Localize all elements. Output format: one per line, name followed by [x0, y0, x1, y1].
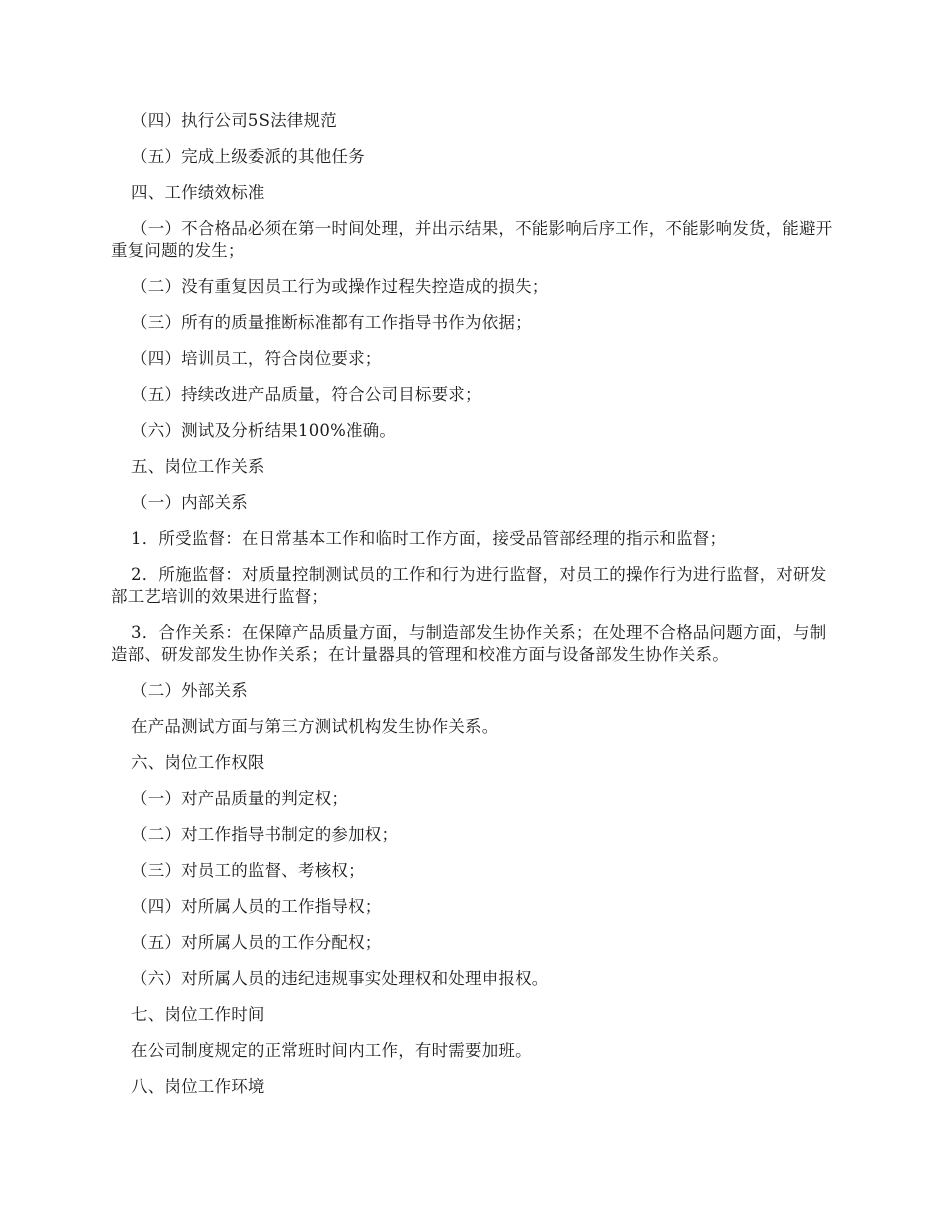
paragraph-external-testing: 在产品测试方面与第三方测试机构发生协作关系。	[131, 717, 499, 736]
paragraph-authority-2: （二）对工作指导书制定的参加权；	[131, 825, 399, 844]
paragraph-standard-6: （六）测试及分析结果100%准确。	[131, 421, 397, 440]
paragraph-standard-2: （二）没有重复因员工行为或操作过程失控造成的损失；	[131, 277, 549, 296]
subheading-external-relations: （二）外部关系	[131, 681, 248, 700]
paragraph-supervised-by: 1．所受监督：在日常基本工作和临时工作方面，接受品管部经理的指示和监督；	[131, 529, 727, 548]
paragraph-standard-1: （一）不合格品必须在第一时间处理，并出示结果，不能影响后序工作，不能影响发货，能避开重复问题的发生；	[111, 219, 833, 260]
paragraph-authority-4: （四）对所属人员的工作指导权；	[131, 897, 382, 916]
document-body	[111, 110, 841, 1112]
paragraph-item-5-other-tasks: （五）完成上级委派的其他任务	[131, 147, 365, 166]
subheading-internal-relations: （一）内部关系	[131, 493, 248, 512]
paragraph-authority-1: （一）对产品质量的判定权；	[131, 789, 349, 808]
section-heading-performance-standards: 四、工作绩效标准	[131, 183, 265, 202]
paragraph-standard-5: （五）持续改进产品质量，符合公司目标要求；	[131, 385, 482, 404]
section-heading-work-environment: 八、岗位工作环境	[131, 1077, 265, 1096]
paragraph-work-hours: 在公司制度规定的正常班时间内工作，有时需要加班。	[131, 1041, 532, 1060]
paragraph-authority-3: （三）对员工的监督、考核权；	[131, 861, 365, 880]
paragraph-standard-4: （四）培训员工，符合岗位要求；	[131, 349, 382, 368]
paragraph-authority-5: （五）对所属人员的工作分配权；	[131, 933, 382, 952]
section-heading-authority: 六、岗位工作权限	[131, 753, 265, 772]
paragraph-authority-6: （六）对所属人员的违纪违规事实处理权和处理申报权。	[131, 969, 549, 988]
paragraph-item-4-5s: （四）执行公司5S法律规范	[131, 111, 337, 130]
section-heading-work-relations: 五、岗位工作关系	[131, 457, 265, 476]
section-heading-work-hours: 七、岗位工作时间	[131, 1005, 265, 1024]
paragraph-standard-3: （三）所有的质量推断标准都有工作指导书作为依据；	[131, 313, 532, 332]
paragraph-cooperation: 3．合作关系：在保障产品质量方面，与制造部发生协作关系；在处理不合格品问题方面，与制造部、研发部发生协作关系；在计量器具的管理和校准方面与设备部发生协作关系。	[111, 623, 827, 664]
paragraph-supervises: 2．所施监督：对质量控制测试员的工作和行为进行监督，对员工的操作行为进行监督，对研发部工艺培训的效果进行监督；	[111, 565, 827, 606]
